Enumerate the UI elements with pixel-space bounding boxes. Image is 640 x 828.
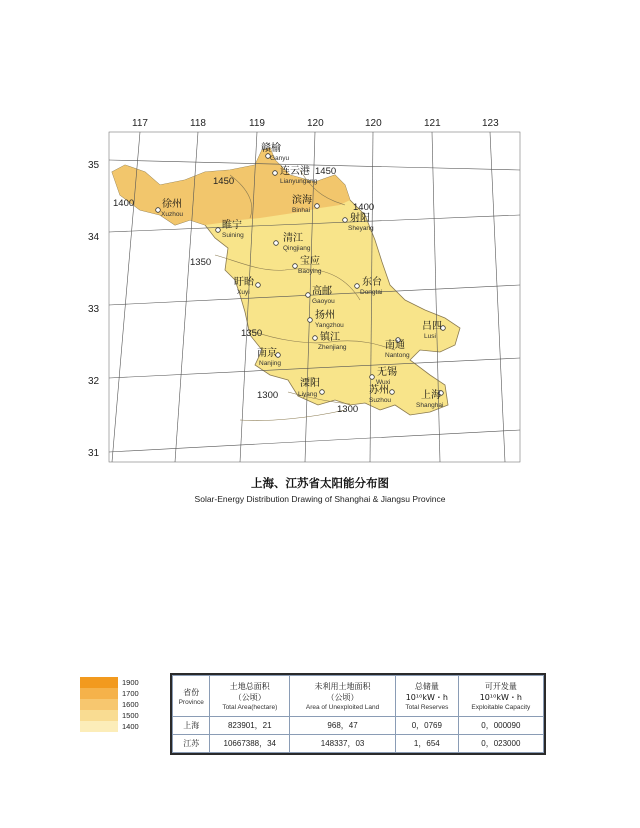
lat-label: 33 (88, 304, 100, 315)
city-name-en: Xuyi (237, 289, 250, 296)
latitude-labels (88, 160, 100, 459)
table-cell: 1，654 (396, 735, 459, 753)
table-cell: 0，000090 (458, 717, 543, 735)
table-cell: 148337，03 (290, 735, 396, 753)
legend-label: 1600 (122, 700, 139, 709)
lon-label: 117 (132, 118, 148, 129)
city-name-zh: 无锡 (377, 367, 397, 378)
isoline-label: 1400 (353, 202, 375, 213)
table-cell: 0，023000 (458, 735, 543, 753)
lat-label: 34 (88, 232, 100, 243)
legend-swatch (80, 721, 118, 732)
city-name-zh: 上海 (421, 390, 441, 401)
legend-swatch (80, 688, 118, 699)
longitude-labels (132, 118, 499, 129)
table-cell: 10667388，34 (210, 735, 290, 753)
city-name-en: Yangzhou (315, 322, 344, 329)
city-name-en: Ganyu (270, 155, 290, 162)
city-name-en: Sheyang (348, 225, 374, 232)
legend-item (80, 677, 139, 688)
legend-swatch (80, 677, 118, 688)
legend-item (80, 721, 139, 732)
header-unexploited-land: 未利用土地面积 （公顷） Area of Unexploited Land (290, 676, 396, 717)
city-name-en: Suzhou (369, 397, 392, 404)
solar-legend (80, 677, 139, 732)
isoline-label: 1300 (337, 404, 359, 415)
legend-label: 1500 (122, 711, 139, 720)
isoline-label: 1300 (257, 390, 279, 401)
city-name-zh: 溧阳 (300, 378, 320, 389)
city-name-zh: 睢宁 (222, 220, 242, 231)
city-name-zh: 盱眙 (234, 277, 254, 288)
legend-label: 1900 (122, 678, 139, 687)
isoline-label: 1350 (190, 257, 212, 268)
city-name-en: Lianyungang (280, 178, 318, 185)
legend-item (80, 699, 139, 710)
city-name-zh: 徐州 (162, 199, 182, 210)
map-title-en: Solar-Energy Distribution Drawing of Shanghai & Jiangsu Province (194, 494, 446, 504)
legend-swatch (80, 699, 118, 710)
lat-label: 35 (88, 160, 100, 171)
city-name-zh: 清江 (283, 233, 303, 244)
header-total-reserves: 总储量 10¹⁰kW・h Total Reserves (396, 676, 459, 717)
table-cell: 968，47 (290, 717, 396, 735)
table-row (173, 735, 544, 753)
table-cell: 江苏 (173, 735, 210, 753)
city-name-zh: 南通 (385, 340, 405, 351)
isoline-label: 1450 (315, 166, 337, 177)
lon-label: 123 (482, 118, 499, 129)
table-cell: 0，0769 (396, 717, 459, 735)
city-name-zh: 东台 (362, 277, 382, 288)
city-name-zh: 赣榆 (261, 143, 281, 154)
table-cell: 上海 (173, 717, 210, 735)
header-total-area: 土地总面积 （公顷） Total Area(hectare) (210, 676, 290, 717)
lat-label: 32 (88, 376, 100, 387)
city-name-zh: 射阳 (350, 213, 370, 224)
city-name-en: Binhai (292, 207, 311, 214)
city-name-zh: 高邮 (312, 286, 332, 297)
table-row (173, 717, 544, 735)
legend-item (80, 688, 139, 699)
city-name-zh: 滨海 (292, 195, 312, 206)
city-name-zh: 连云港 (280, 166, 310, 177)
header-province: 省份 Province (173, 676, 210, 717)
lon-label: 120 (307, 118, 324, 129)
map-title-zh: 上海、江苏省太阳能分布图 (251, 476, 389, 490)
legend-item (80, 710, 139, 721)
city-name-en: Gaoyou (312, 298, 335, 305)
isoline-label: 1400 (113, 198, 135, 209)
header-exploitable-capacity: 可开发量 10¹⁰kW・h Exploitable Capacity (458, 676, 543, 717)
lon-label: 118 (190, 118, 206, 129)
city-name-en: Baoying (298, 268, 322, 275)
city-name-en: Xuzhou (161, 211, 184, 218)
city-name-zh: 南京 (257, 348, 277, 359)
city-name-en: Zhenjiang (318, 344, 347, 351)
city-name-zh: 苏州 (369, 385, 389, 396)
city-name-en: Qingjiang (283, 245, 311, 252)
table-cell: 823901，21 (210, 717, 290, 735)
city-name-en: Liyang (298, 391, 318, 398)
city-name-en: Wuxi (376, 379, 391, 386)
legend-swatch (80, 710, 118, 721)
city-name-zh: 宝应 (300, 256, 320, 267)
lon-label: 121 (424, 118, 441, 129)
city-name-en: Shanghai (416, 402, 444, 409)
city-name-en: Suining (222, 232, 244, 239)
isoline-label: 1450 (213, 176, 235, 187)
city-name-en: Nanjing (259, 360, 282, 367)
city-name-en: Lusi (424, 333, 436, 340)
table-header-row (173, 676, 544, 717)
lon-label: 119 (249, 118, 265, 129)
legend-label: 1400 (122, 722, 139, 731)
legend-label: 1700 (122, 689, 139, 698)
isoline-label: 1350 (241, 328, 263, 339)
city-name-en: Nantong (385, 352, 410, 359)
city-name-en: Dongtai (360, 289, 383, 296)
city-name-zh: 镇江 (320, 332, 340, 343)
solar-reserves-table (170, 673, 546, 755)
city-name-zh: 扬州 (315, 310, 335, 321)
lon-label: 120 (365, 118, 382, 129)
city-name-zh: 吕四 (422, 321, 442, 332)
lat-label: 31 (88, 448, 100, 459)
